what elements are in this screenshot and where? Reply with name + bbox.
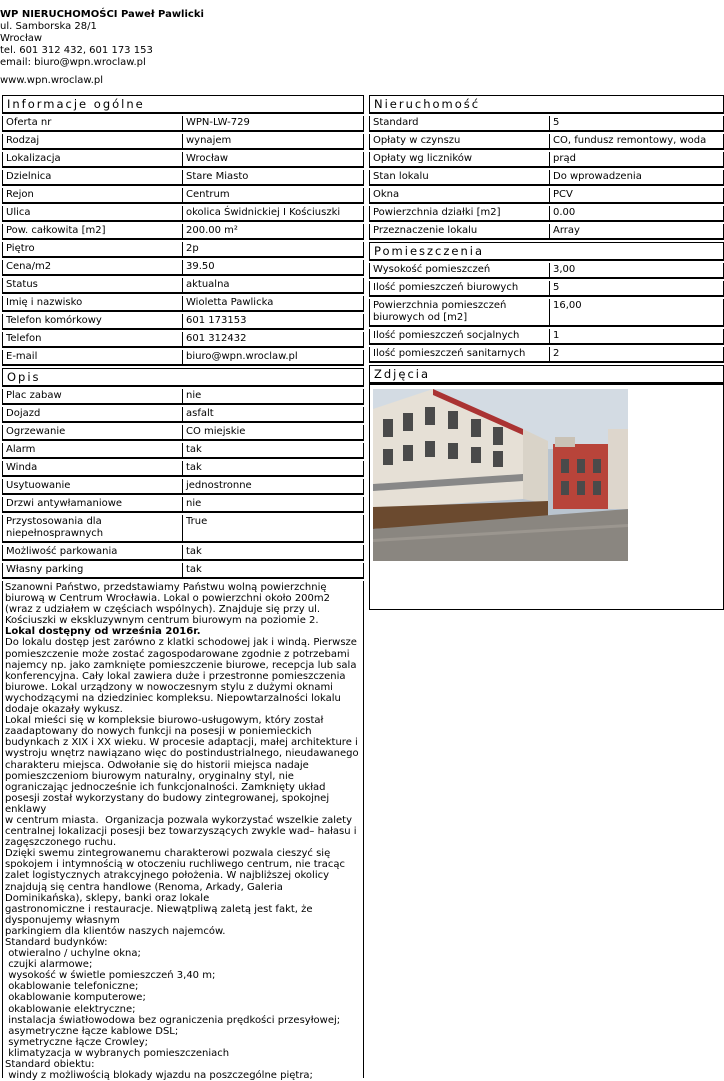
description-paragraph: okablowanie elektryczne; xyxy=(5,1003,136,1015)
description-paragraph: Lokal dostępny od września 2016r. xyxy=(5,626,201,638)
property-value: PCV xyxy=(549,188,724,204)
description-paragraph: okablowanie telefoniczne; xyxy=(5,981,139,993)
description-label: Możliwość parkowania xyxy=(2,545,182,561)
property-row xyxy=(369,116,724,132)
description-paragraph: wysokość w świetle pomieszczeń 3,40 m; xyxy=(5,970,216,982)
description-label: Plac zabaw xyxy=(2,389,182,405)
rooms-table xyxy=(369,261,724,365)
general-label: Dzielnica xyxy=(2,170,182,186)
photos-box xyxy=(369,384,724,610)
description-row xyxy=(2,545,364,561)
description-table xyxy=(2,387,364,581)
general-label: Rodzaj xyxy=(2,134,182,150)
general-value: biuro@wpn.wroclaw.pl xyxy=(182,350,364,366)
description-paragraph: Standard obiektu: xyxy=(5,1059,95,1071)
property-value: 0.00 xyxy=(549,206,724,222)
property-row xyxy=(369,188,724,204)
rooms-value: 3,00 xyxy=(549,263,724,279)
general-label: Pow. całkowita [m2] xyxy=(2,224,182,240)
description-label: Usytuowanie xyxy=(2,479,182,495)
description-label: Alarm xyxy=(2,443,182,459)
property-label: Opłaty w czynszu xyxy=(369,134,549,150)
description-row xyxy=(2,515,364,543)
general-row xyxy=(2,188,364,204)
description-value: tak xyxy=(182,545,364,561)
general-label: Imię i nazwisko xyxy=(2,296,182,312)
property-label: Standard xyxy=(369,116,549,132)
description-value: True xyxy=(182,515,364,543)
property-row xyxy=(369,152,724,168)
general-row xyxy=(2,206,364,222)
general-label: Ulica xyxy=(2,206,182,222)
general-table xyxy=(2,114,364,368)
general-row xyxy=(2,260,364,276)
general-label: Telefon komórkowy xyxy=(2,314,182,330)
description-paragraph: asymetryczne łącze kablowe DSL; xyxy=(5,1025,179,1037)
rooms-row xyxy=(369,281,724,297)
property-row xyxy=(369,170,724,186)
agency-name: WP NIERUCHOMOŚCI Paweł Pawlicki xyxy=(0,9,204,20)
rooms-row xyxy=(369,329,724,345)
description-row xyxy=(2,389,364,405)
general-value: Wioletta Pawlicka xyxy=(182,296,364,312)
description-value: tak xyxy=(182,563,364,579)
description-value: nie xyxy=(182,497,364,513)
rooms-value: 2 xyxy=(549,347,724,363)
general-label: Oferta nr xyxy=(2,116,182,132)
property-value: Array xyxy=(549,224,724,240)
rooms-value: 5 xyxy=(549,281,724,297)
property-row xyxy=(369,134,724,150)
general-value: 601 173153 xyxy=(182,314,364,330)
general-row xyxy=(2,242,364,258)
description-value: tak xyxy=(182,443,364,459)
property-label: Przeznaczenie lokalu xyxy=(369,224,549,240)
description-paragraph: klimatyzacja w wybranych pomieszczeniach xyxy=(5,1047,230,1059)
general-value: okolica Świdnickiej I Kościuszki xyxy=(182,206,364,222)
rooms-row xyxy=(369,299,724,327)
property-row xyxy=(369,224,724,240)
general-row xyxy=(2,332,364,348)
general-row xyxy=(2,152,364,168)
rooms-label: Ilość pomieszczeń sanitarnych xyxy=(369,347,549,363)
general-row xyxy=(2,134,364,150)
description-label: Przystosowania dla niepełnosprawnych xyxy=(2,515,182,543)
general-label: Status xyxy=(2,278,182,294)
rooms-label: Ilość pomieszczeń socjalnych xyxy=(369,329,549,345)
description-paragraph: Standard budynków: xyxy=(5,937,108,948)
property-label: Okna xyxy=(369,188,549,204)
agency-phone: tel. 601 312 432, 601 173 153 xyxy=(0,45,153,56)
description-paragraph: okablowanie komputerowe; xyxy=(5,992,146,1004)
description-value: jednostronne xyxy=(182,479,364,495)
general-value: 39.50 xyxy=(182,260,364,276)
description-paragraph: instalacja światłowodowa bez ograniczenia prędkości przesyłowej; xyxy=(5,1014,341,1026)
general-row xyxy=(2,296,364,312)
description-paragraph: otwieralno / uchylne okna; xyxy=(5,948,141,960)
description-paragraph: w centrum miasta. Organizacja pozwala wykorzystać wszelkie zalety centralnej lokalizacji posesji bez towarzyszących zwykle wad– hałasu i zagęszczonego ruchu. xyxy=(5,814,360,849)
general-label: Telefon xyxy=(2,332,182,348)
description-paragraph: Lokal mieści się w kompleksie biurowo-usługowym, który został zaadaptowany do nowych funkcji na posesji w poniemieckich budynkach z XIX i XX wieku. W procesie adaptacji, małej architekture i wystroju wnętrz nawiązano więc do postindustrialnego, nieudawanego charakteru miejsca. Odwołanie się do historii miejsca nadaje pomieszczeniom biurowym naturalny, oryginalny styl, nie ograniczając jednocześnie ich funkcjonalności. Zamknięty układ posesji został wykorzystany do budowy zintegrowanej, spokojnej enklawy xyxy=(5,715,362,815)
description-paragraph: Do lokalu dostęp jest zarówno z klatki schodowej jak i windą. Pierwsze pomieszczenie może zostać zagospodarowane zgodnie z potrzebami najemcy np. jako zamknięte pomieszczenie biurowe, recepcja lub sala konferencyjna. Cały lokal zawiera duże i przestronne pomieszczenia biurowe. Lokal urządzony w nowoczesnym stylu z dużymi oknami wychodzącymi na dziedziniec kompleksu. Niepowtarzalności lokalu dodaje okazały wykusz. xyxy=(5,637,361,716)
general-value: 2p xyxy=(182,242,364,258)
general-value: 200.00 m² xyxy=(182,224,364,240)
description-row xyxy=(2,425,364,441)
description-row xyxy=(2,479,364,495)
property-value: Do wprowadzenia xyxy=(549,170,724,186)
rooms-label: Powierzchnia pomieszczeń biurowych od [m2] xyxy=(369,299,549,327)
agency-email: email: biuro@wpn.wroclaw.pl xyxy=(0,57,146,68)
property-photo[interactable] xyxy=(373,389,628,561)
rooms-row xyxy=(369,347,724,363)
description-value: CO miejskie xyxy=(182,425,364,441)
description-paragraph: gastronomiczne i restauracje. Niewątpliwą zaletą jest fakt, że dysponujemy własnym xyxy=(5,903,316,926)
general-value: aktualna xyxy=(182,278,364,294)
left-column xyxy=(2,95,364,1081)
general-label: Lokalizacja xyxy=(2,152,182,168)
rooms-value: 1 xyxy=(549,329,724,345)
general-row xyxy=(2,170,364,186)
description-section-title: Opis xyxy=(2,368,364,387)
description-row xyxy=(2,497,364,513)
general-label: E-mail xyxy=(2,350,182,366)
general-value: WPN-LW-729 xyxy=(182,116,364,132)
general-row xyxy=(2,116,364,132)
description-label: Winda xyxy=(2,461,182,477)
general-row xyxy=(2,350,364,366)
general-label: Piętro xyxy=(2,242,182,258)
rooms-section-title: Pomieszczenia xyxy=(369,242,724,261)
agency-city: Wrocław xyxy=(0,33,43,44)
description-value: nie xyxy=(182,389,364,405)
description-row xyxy=(2,407,364,423)
description-row xyxy=(2,461,364,477)
description-label: Dojazd xyxy=(2,407,182,423)
description-label: Własny parking xyxy=(2,563,182,579)
property-table xyxy=(369,114,724,242)
description-value: asfalt xyxy=(182,407,364,423)
general-row xyxy=(2,224,364,240)
property-value: CO, fundusz remontowy, woda xyxy=(549,134,724,150)
right-column xyxy=(369,95,724,610)
property-row xyxy=(369,206,724,222)
general-value: Wrocław xyxy=(182,152,364,168)
description-paragraph: symetryczne łącze Crowley; xyxy=(5,1036,149,1048)
property-value: 5 xyxy=(549,116,724,132)
property-label: Powierzchnia działki [m2] xyxy=(369,206,549,222)
description-paragraph: parkingiem dla klientów naszych najemców. xyxy=(5,925,226,937)
general-value: Stare Miasto xyxy=(182,170,364,186)
property-value: prąd xyxy=(549,152,724,168)
general-value: 601 312432 xyxy=(182,332,364,348)
agency-street: ul. Samborska 28/1 xyxy=(0,21,97,32)
description-paragraph: windy z możliwością blokady wjazdu na poszczególne piętra; xyxy=(5,1070,313,1081)
general-label: Rejon xyxy=(2,188,182,204)
general-value: wynajem xyxy=(182,134,364,150)
rooms-value: 16,00 xyxy=(549,299,724,327)
property-label: Opłaty wg liczników xyxy=(369,152,549,168)
general-value: Centrum xyxy=(182,188,364,204)
description-row xyxy=(2,443,364,459)
description-text xyxy=(2,581,364,1081)
rooms-label: Ilość pomieszczeń biurowych xyxy=(369,281,549,297)
description-row xyxy=(2,563,364,579)
agency-header xyxy=(0,9,400,87)
general-label: Cena/m2 xyxy=(2,260,182,276)
property-label: Stan lokalu xyxy=(369,170,549,186)
rooms-label: Wysokość pomieszczeń xyxy=(369,263,549,279)
description-value: tak xyxy=(182,461,364,477)
general-row xyxy=(2,278,364,294)
agency-website[interactable]: www.wpn.wroclaw.pl xyxy=(0,75,103,86)
description-paragraph: Dzięki swemu zintegrowanemu charakterowi pozwala cieszyć się spokojem i intymnością w otoczeniu ruchliwego centrum, nie tracąc zalet logistycznych atrakcyjnego położenia. W najbliższej okolicy znajdują się centra handlowe (Renoma, Arkady, Galeria Dominikańska), sklepy, banki oraz lokale xyxy=(5,848,349,904)
photos-section-title: Zdjęcia xyxy=(369,365,724,384)
description-paragraph: Szanowni Państwo, przedstawiamy Państwu wolną powierzchnię biurową w Centrum Wrocławia. Lokal o powierzchni około 200m2 (wraz z udziałem w częściach wspólnych). Znajduje się przy ul. Kościuszki w ekskluzywnym centrum biurowym na poziomie 2. xyxy=(5,582,334,627)
property-section-title: Nieruchomość xyxy=(369,95,724,114)
description-label: Drzwi antywłamaniowe xyxy=(2,497,182,513)
rooms-row xyxy=(369,263,724,279)
description-paragraph: czujki alarmowe; xyxy=(5,959,93,971)
general-row xyxy=(2,314,364,330)
description-label: Ogrzewanie xyxy=(2,425,182,441)
general-section-title: Informacje ogólne xyxy=(2,95,364,114)
